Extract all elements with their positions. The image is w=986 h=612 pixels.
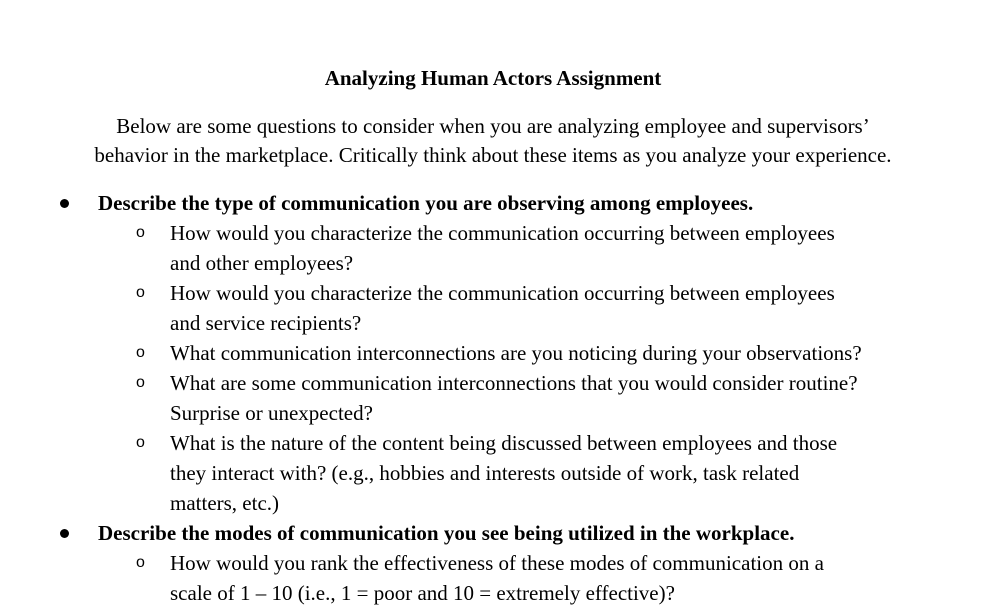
sub-item-continuation bbox=[0, 578, 986, 608]
sub-item bbox=[0, 338, 986, 368]
hollow-bullet-icon: o bbox=[136, 434, 145, 451]
sub-item-line: they interact with? (e.g., hobbies and interests outside of work, task related bbox=[170, 461, 800, 485]
sub-item-line: How would you characterize the communication occurring between employees bbox=[170, 281, 835, 305]
sub-item-continuation bbox=[0, 248, 986, 278]
bullet-dot-icon bbox=[60, 199, 69, 208]
sub-item bbox=[0, 368, 986, 398]
hollow-bullet-icon: o bbox=[136, 224, 145, 241]
sub-item bbox=[0, 548, 986, 578]
bullet-dot-icon bbox=[60, 529, 69, 538]
hollow-bullet-icon: o bbox=[136, 344, 145, 361]
sub-item-line: What communication interconnections are you noticing during your observations? bbox=[170, 341, 862, 365]
bullet-item bbox=[0, 188, 986, 218]
sub-item-continuation bbox=[0, 458, 986, 488]
sub-item-line: What is the nature of the content being discussed between employees and those bbox=[170, 431, 838, 455]
sub-item-continuation bbox=[0, 488, 986, 518]
bullet-heading: Describe the type of communication you are observing among employees. bbox=[98, 191, 754, 215]
sub-item-line: matters, etc.) bbox=[170, 491, 280, 515]
hollow-bullet-icon: o bbox=[136, 284, 145, 301]
sub-item-line: and other employees? bbox=[170, 251, 354, 275]
bullet-heading: Describe the modes of communication you see being utilized in the workplace. bbox=[98, 521, 795, 545]
hollow-bullet-icon: o bbox=[136, 374, 145, 391]
sub-item-line: How would you rank the effectiveness of these modes of communication on a bbox=[170, 551, 824, 575]
hollow-bullet-icon: o bbox=[136, 554, 145, 571]
sub-item bbox=[0, 278, 986, 308]
bullet-item bbox=[0, 518, 986, 548]
sub-item-line: and service recipients? bbox=[170, 311, 362, 335]
intro-line: behavior in the marketplace. Critically think about these items as you analyze your experience. bbox=[94, 143, 892, 167]
sub-item-continuation bbox=[0, 308, 986, 338]
sub-item bbox=[0, 218, 986, 248]
intro-line: Below are some questions to consider when you are analyzing employee and supervisors’ bbox=[116, 114, 870, 138]
sub-item-line: What are some communication interconnections that you would consider routine? bbox=[170, 371, 858, 395]
sub-item-line: How would you characterize the communication occurring between employees bbox=[170, 221, 835, 245]
sub-item-line: scale of 1 – 10 (i.e., 1 = poor and 10 = extremely effective)? bbox=[170, 581, 675, 605]
sub-item bbox=[0, 428, 986, 458]
document-title: Analyzing Human Actors Assignment bbox=[324, 66, 662, 90]
sub-item-line: Surprise or unexpected? bbox=[170, 401, 373, 425]
sub-item-continuation bbox=[0, 398, 986, 428]
